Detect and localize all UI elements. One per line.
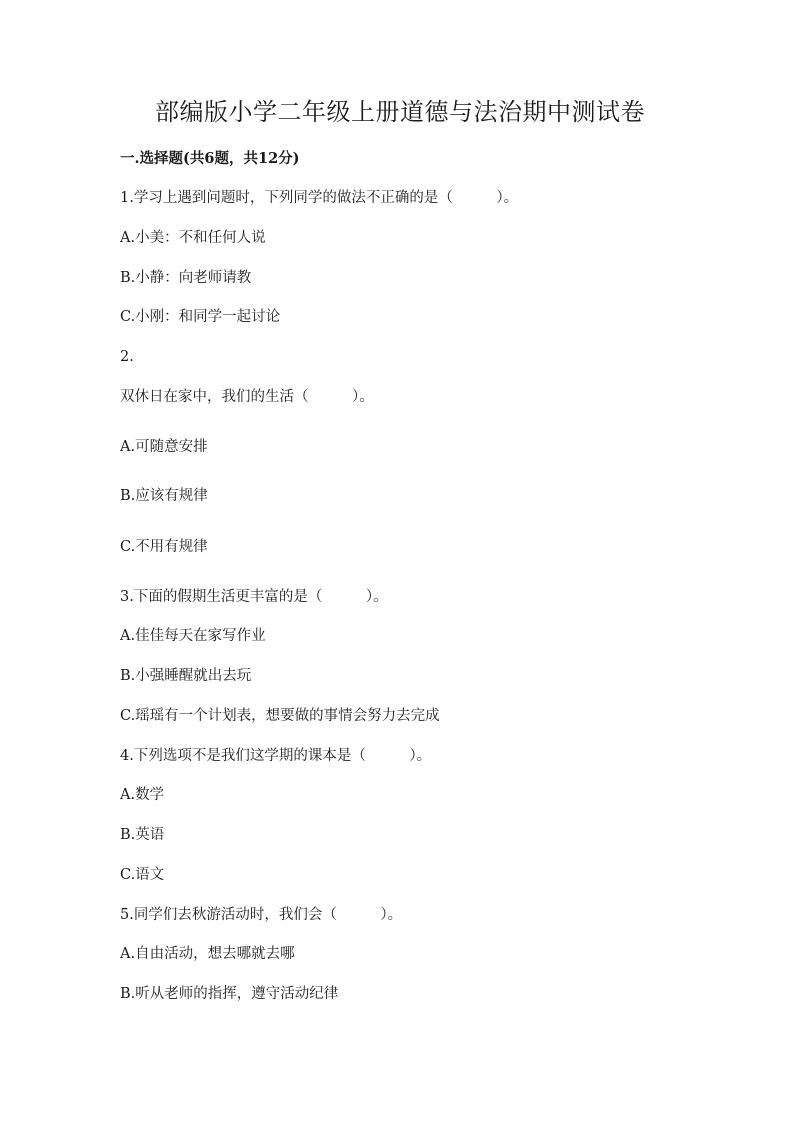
question-5-option-b: B.听从老师的指挥，遵守活动纪律 <box>120 986 339 1002</box>
question-2-option-b: B.应该有规律 <box>120 488 208 504</box>
question-stem-1: 1.学习上遇到问题时，下列同学的做法不正确的是（ ）。 <box>120 190 519 206</box>
question-5-option-a: A.自由活动，想去哪就去哪 <box>120 946 295 962</box>
question-2-option-c: C.不用有规律 <box>120 539 208 555</box>
question-4-option-a: A.数学 <box>120 787 165 803</box>
question-stem-4: 4.下列选项不是我们这学期的课本是（ ）。 <box>120 748 432 764</box>
question-stem-5: 5.同学们去秋游活动时，我们会（ ）。 <box>120 907 403 923</box>
question-4-option-b: B.英语 <box>120 827 165 843</box>
question-number-2: 2. <box>120 349 134 365</box>
question-4-option-c: C.语文 <box>120 867 165 883</box>
question-1-option-c: C.小刚：和同学一起讨论 <box>120 309 281 325</box>
question-3-option-c: C.瑶瑶有一个计划表，想要做的事情会努力去完成 <box>120 708 440 724</box>
section-heading: 一.选择题(共6题，共12分) <box>120 150 300 167</box>
question-stem-2: 双休日在家中，我们的生活（ ）。 <box>120 389 374 405</box>
question-3-option-b: B.小强睡醒就出去玩 <box>120 668 252 684</box>
question-stem-3: 3.下面的假期生活更丰富的是（ ）。 <box>120 589 388 605</box>
question-1-option-a: A.小美：不和任何人说 <box>120 230 266 246</box>
question-2-option-a: A.可随意安排 <box>120 439 208 455</box>
page-title: 部编版小学二年级上册道德与法治期中测试卷 <box>155 98 645 126</box>
question-3-option-a: A.佳佳每天在家写作业 <box>120 628 266 644</box>
question-1-option-b: B.小静：向老师请教 <box>120 270 252 286</box>
